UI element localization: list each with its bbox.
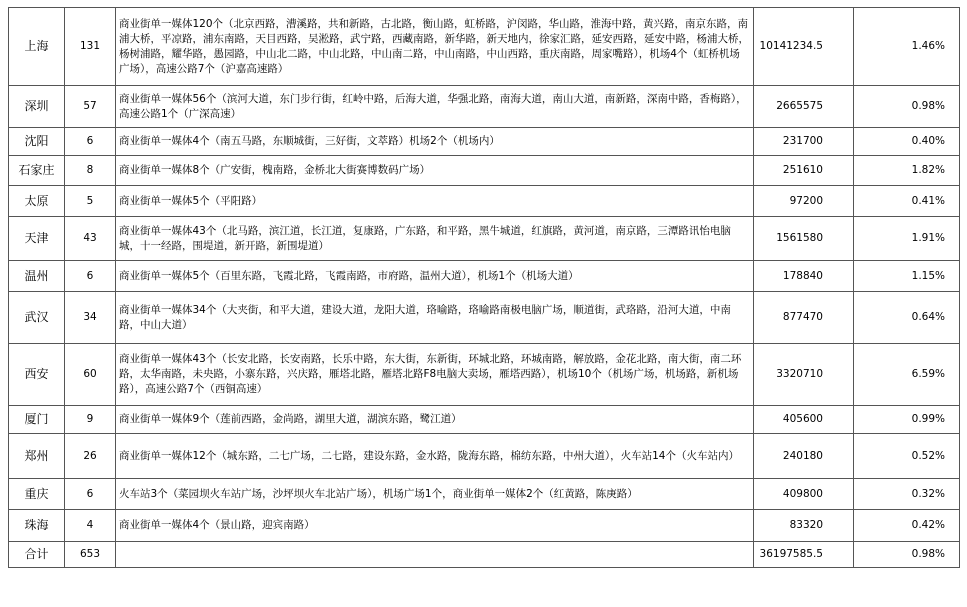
percent-cell: 0.42%: [854, 510, 960, 542]
count-cell: 57: [65, 86, 116, 128]
percent-cell: 1.82%: [854, 156, 960, 186]
description-cell: 商业街单一媒体4个（景山路，迎宾南路）: [116, 510, 754, 542]
table-row: [9, 261, 960, 292]
city-cell: 石家庄: [9, 156, 65, 186]
report-container: [8, 7, 959, 568]
table-row: [9, 186, 960, 217]
amount-cell: 877470: [754, 292, 854, 344]
city-cell: 深圳: [9, 86, 65, 128]
table-row: [9, 156, 960, 186]
total-description-cell: [116, 542, 754, 568]
table-row: [9, 344, 960, 406]
percent-cell: 6.59%: [854, 344, 960, 406]
description-cell: 商业街单一媒体56个（滨河大道，东门步行街，红岭中路，后海大道，华强北路，南海大道，南山大道，南新路，深南中路，香梅路），高速公路1个（广深高速）: [116, 86, 754, 128]
total-amount-cell: 36197585.5: [754, 542, 854, 568]
total-count-cell: 653: [65, 542, 116, 568]
city-cell: 太原: [9, 186, 65, 217]
count-cell: 26: [65, 434, 116, 479]
total-label-cell: 合计: [9, 542, 65, 568]
count-cell: 60: [65, 344, 116, 406]
count-cell: 5: [65, 186, 116, 217]
city-cell: 上海: [9, 8, 65, 86]
city-cell: 沈阳: [9, 128, 65, 156]
percent-cell: 0.40%: [854, 128, 960, 156]
count-cell: 9: [65, 406, 116, 434]
city-cell: 武汉: [9, 292, 65, 344]
percent-cell: 1.15%: [854, 261, 960, 292]
percent-cell: 0.32%: [854, 479, 960, 510]
media-table-body: [9, 8, 960, 568]
count-cell: 34: [65, 292, 116, 344]
count-cell: 6: [65, 128, 116, 156]
amount-cell: 10141234.5: [754, 8, 854, 86]
total-row: [9, 542, 960, 568]
percent-cell: 0.99%: [854, 406, 960, 434]
percent-cell: 1.46%: [854, 8, 960, 86]
amount-cell: 2665575: [754, 86, 854, 128]
amount-cell: 178840: [754, 261, 854, 292]
percent-cell: 0.98%: [854, 86, 960, 128]
amount-cell: 83320: [754, 510, 854, 542]
table-row: [9, 406, 960, 434]
total-percent-cell: 0.98%: [854, 542, 960, 568]
table-row: [9, 86, 960, 128]
table-row: [9, 217, 960, 261]
count-cell: 4: [65, 510, 116, 542]
description-cell: 商业街单一媒体43个（北马路，滨江道，长江道，复康路，广东路，和平路，黑牛城道，红旗路，黄河道，南京路，三潭路讯怡电脑城，十一经路，围堤道，新开路，新围堤道）: [116, 217, 754, 261]
description-cell: 商业街单一媒体9个（莲前西路，金尚路，湖里大道，湖滨东路，鹭江道）: [116, 406, 754, 434]
table-row: [9, 510, 960, 542]
table-row: [9, 128, 960, 156]
media-table: [8, 7, 960, 568]
amount-cell: 405600: [754, 406, 854, 434]
city-cell: 重庆: [9, 479, 65, 510]
count-cell: 8: [65, 156, 116, 186]
description-cell: 商业街单一媒体5个（平阳路）: [116, 186, 754, 217]
count-cell: 43: [65, 217, 116, 261]
amount-cell: 1561580: [754, 217, 854, 261]
amount-cell: 251610: [754, 156, 854, 186]
amount-cell: 231700: [754, 128, 854, 156]
count-cell: 6: [65, 479, 116, 510]
amount-cell: 97200: [754, 186, 854, 217]
percent-cell: 0.64%: [854, 292, 960, 344]
percent-cell: 1.91%: [854, 217, 960, 261]
city-cell: 天津: [9, 217, 65, 261]
table-row: [9, 434, 960, 479]
city-cell: 珠海: [9, 510, 65, 542]
city-cell: 西安: [9, 344, 65, 406]
count-cell: 6: [65, 261, 116, 292]
count-cell: 131: [65, 8, 116, 86]
description-cell: 火车站3个（菜园坝火车站广场，沙坪坝火车北站广场），机场广场1个，商业街单一媒体2个（红黄路，陈庚路）: [116, 479, 754, 510]
city-cell: 温州: [9, 261, 65, 292]
table-row: [9, 479, 960, 510]
percent-cell: 0.41%: [854, 186, 960, 217]
description-cell: 商业街单一媒体43个（长安北路，长安南路，长乐中路，东大街，东新街，环城北路，环城南路，解放路，金花北路，南大街，南二环路，太华南路，未央路，小寨东路，兴庆路，雁塔北路，雁塔北路F8电脑大卖场，雁塔西路），机场10个（机场广场，机场路，新机场路），高速公路7个（西铜高速）: [116, 344, 754, 406]
description-cell: 商业街单一媒体34个（大夹街，和平大道，建设大道，龙阳大道，珞喻路，珞喻路南极电脑广场，顺道街，武珞路，沿河大道，中南路，中山大道）: [116, 292, 754, 344]
city-cell: 郑州: [9, 434, 65, 479]
description-cell: 商业街单一媒体8个（广安街，槐南路，金桥北大街赛博数码广场）: [116, 156, 754, 186]
table-row: [9, 292, 960, 344]
percent-cell: 0.52%: [854, 434, 960, 479]
amount-cell: 409800: [754, 479, 854, 510]
amount-cell: 240180: [754, 434, 854, 479]
description-cell: 商业街单一媒体5个（百里东路，飞霞北路，飞霞南路，市府路，温州大道），机场1个（机场大道）: [116, 261, 754, 292]
table-row: [9, 8, 960, 86]
city-cell: 厦门: [9, 406, 65, 434]
description-cell: 商业街单一媒体12个（城东路，二七广场，二七路，建设东路，金水路，陇海东路，棉纺东路，中州大道），火车站14个（火车站内）: [116, 434, 754, 479]
description-cell: 商业街单一媒体120个（北京西路，漕溪路，共和新路，古北路，衡山路，虹桥路，沪闵路，华山路，淮海中路，黄兴路，南京东路，南浦大桥，平凉路，浦东南路，天目西路，吴淞路，武宁路，西藏南路，新华路，新天地内，徐家汇路，延安西路，延安中路，杨浦大桥，杨树浦路，耀华路，愚园路，中山北二路，中山北路，中山南二路，中山南路，中山西路，重庆南路，周家嘴路），机场4个（虹桥机场广场），高速公路7个（沪嘉高速路）: [116, 8, 754, 86]
description-cell: 商业街单一媒体4个（南五马路，东顺城街，三好街，文萃路）机场2个（机场内）: [116, 128, 754, 156]
amount-cell: 3320710: [754, 344, 854, 406]
